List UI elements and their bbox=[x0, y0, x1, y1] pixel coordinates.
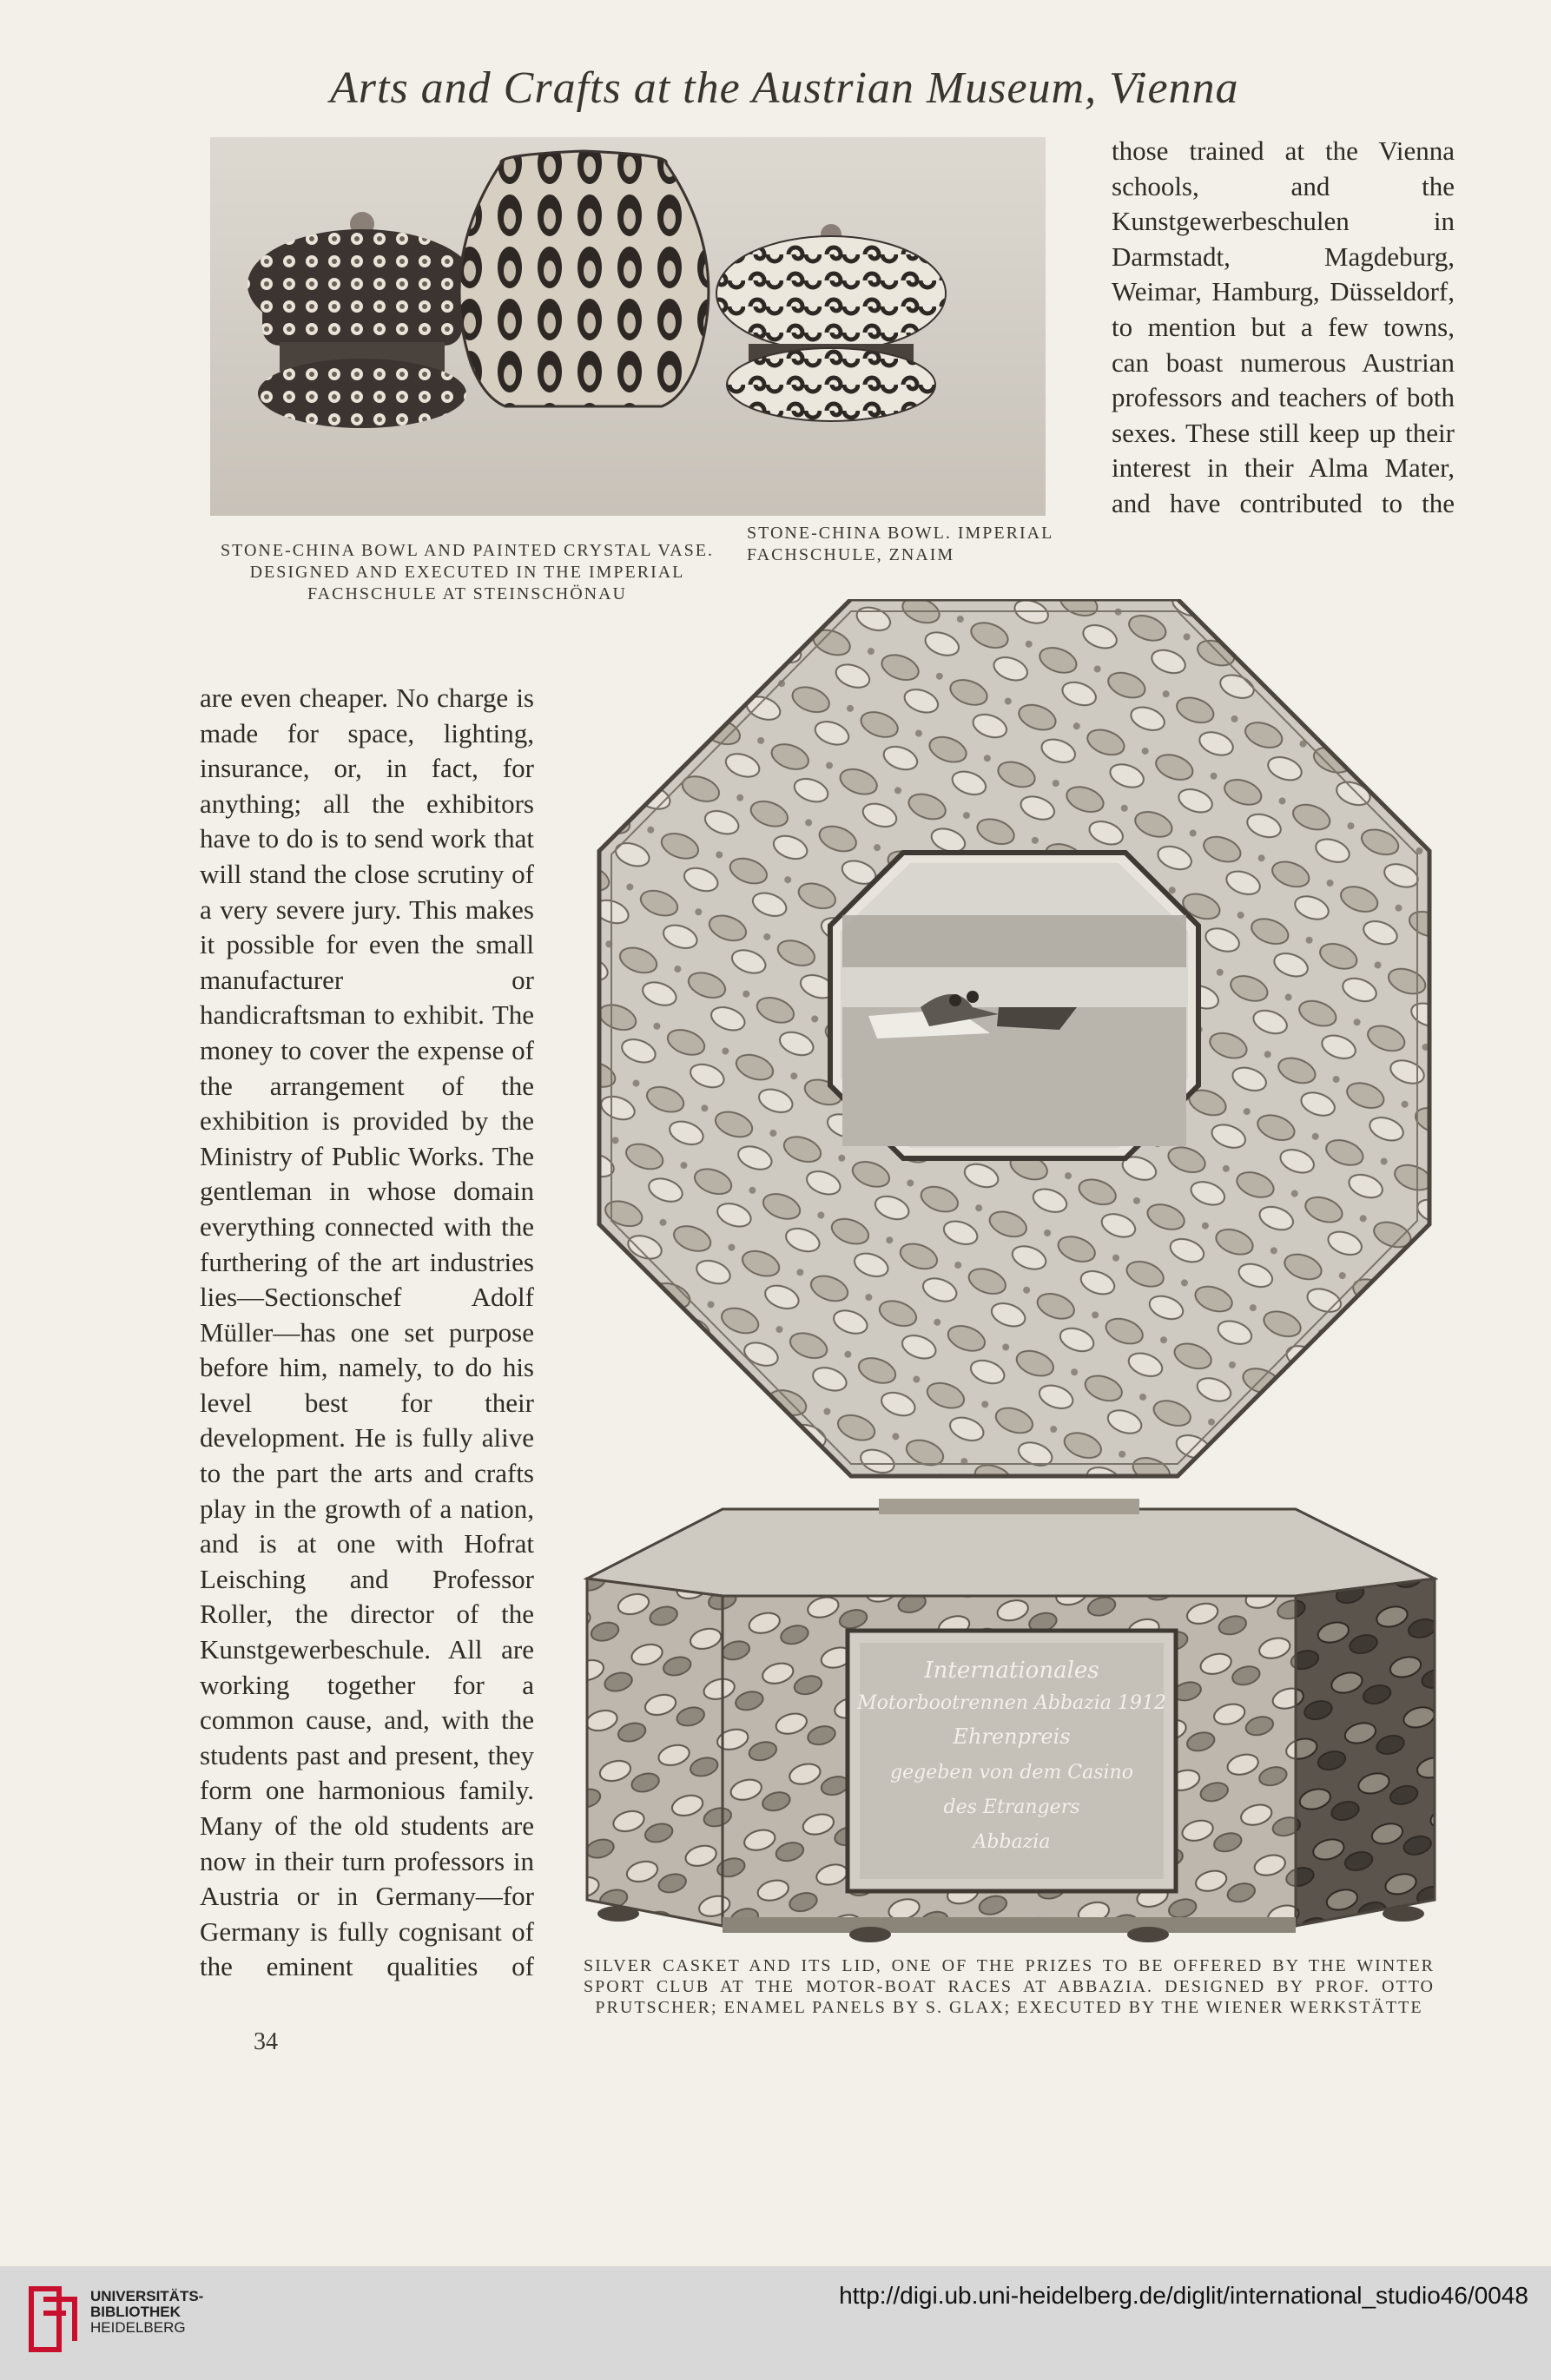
ceramics-illustration bbox=[210, 137, 1046, 516]
left-column-text bbox=[200, 681, 534, 1985]
enamel-boat-scene bbox=[830, 853, 1198, 1158]
running-head: Arts and Crafts at the Austrian Museum, Vienna bbox=[330, 63, 1239, 113]
casket-lid-illustration bbox=[591, 599, 1438, 1511]
library-name-line1: UNIVERSITÄTS- bbox=[90, 2288, 204, 2304]
inscription-line: Abbazia bbox=[973, 1831, 1051, 1853]
right-bowl bbox=[716, 224, 946, 421]
library-logo-icon[interactable] bbox=[24, 2280, 85, 2358]
right-column-text bbox=[1112, 134, 1455, 522]
inscription-line: Ehrenpreis bbox=[953, 1724, 1071, 1749]
inscription-line: Motorbootrennen Abbazia 1912 bbox=[857, 1692, 1166, 1714]
ceramics-photograph bbox=[210, 137, 1046, 516]
library-name[interactable] bbox=[90, 2289, 203, 2336]
library-name-line2: BIBLIOTHEK bbox=[90, 2304, 181, 2320]
inscription-line: des Etrangers bbox=[943, 1797, 1080, 1818]
page-number: 34 bbox=[254, 2028, 278, 2055]
casket-body-svg bbox=[584, 1492, 1438, 1948]
casket-lid-svg bbox=[591, 599, 1438, 1511]
ceramics-caption-left: STONE-CHINA BOWL AND PAINTED CRYSTAL VASE. DESIGNED AND EXECUTED IN THE IMPERIAL FACHSCHULE AT STEINSCHÖNAU bbox=[220, 541, 714, 603]
casket-body-illustration bbox=[584, 1492, 1438, 1948]
inscription-line: gegeben von dem Casino bbox=[890, 1762, 1133, 1783]
crystal-vase bbox=[459, 151, 709, 406]
left-bowl bbox=[248, 212, 477, 428]
left-column-paragraph: are even cheaper. No charge is made for space, lighting, insurance, or, in fact, for anything; all the exhibitors have to do is to send work that will stand the close scrutiny of a very severe jury. This makes it possible for even the small manufacturer or handicraftsman to exhibit. The money to cover the expense of the arrangement of the exhibition is provided by the Ministry of Public Works. The gentleman in whose domain everything connected with the furthering of the art industries lies—Sectionschef Adolf Müller—has one set purpose before him, namely, to do his level best for their development. He is fully alive to the part the arts and crafts play in the growth of a nation, and is at one with Hofrat Leisching and Professor Roller, the director of the Kunstgewerbeschule. All are working together for a common cause, and, with the students past and present, they form one harmonious family. Many of the old students are now in their turn professors in Austria or in Germany—for Germany is fully cognisant of the eminent qualities of bbox=[200, 682, 534, 1982]
source-url-link[interactable]: http://digi.ub.uni-heidelberg.de/diglit/international_studio46/0048 bbox=[839, 2282, 1528, 2309]
library-name-line3: HEIDELBERG bbox=[90, 2319, 186, 2336]
inscription-line: Internationales bbox=[924, 1658, 1099, 1684]
right-column-paragraph: those trained at the Vienna schools, and the Kunstgewerbeschulen in Darmstadt, Magdeburg, Weimar, Hamburg, Düsseldorf, to mention but a few towns, can boast numerous Austrian professors and teachers of both sexes. These still keep up their interest in their Alma Mater, and have contributed to the bbox=[1112, 135, 1455, 518]
ceramics-caption-right: STONE-CHINA BOWL. IMPERIAL FACHSCHULE, ZNAIM bbox=[747, 524, 1053, 564]
casket-caption: SILVER CASKET AND ITS LID, ONE OF THE PRIZES TO BE OFFERED BY THE WINTER SPORT CLUB AT THE MOTOR-BOAT RACES AT ABBAZIA. DESIGNED BY PROF. OTTO PRUTSCHER; ENAMEL PANELS BY S. GLAX; EXECUTED BY THE WIENER WERKSTÄTTE bbox=[584, 1956, 1435, 2017]
